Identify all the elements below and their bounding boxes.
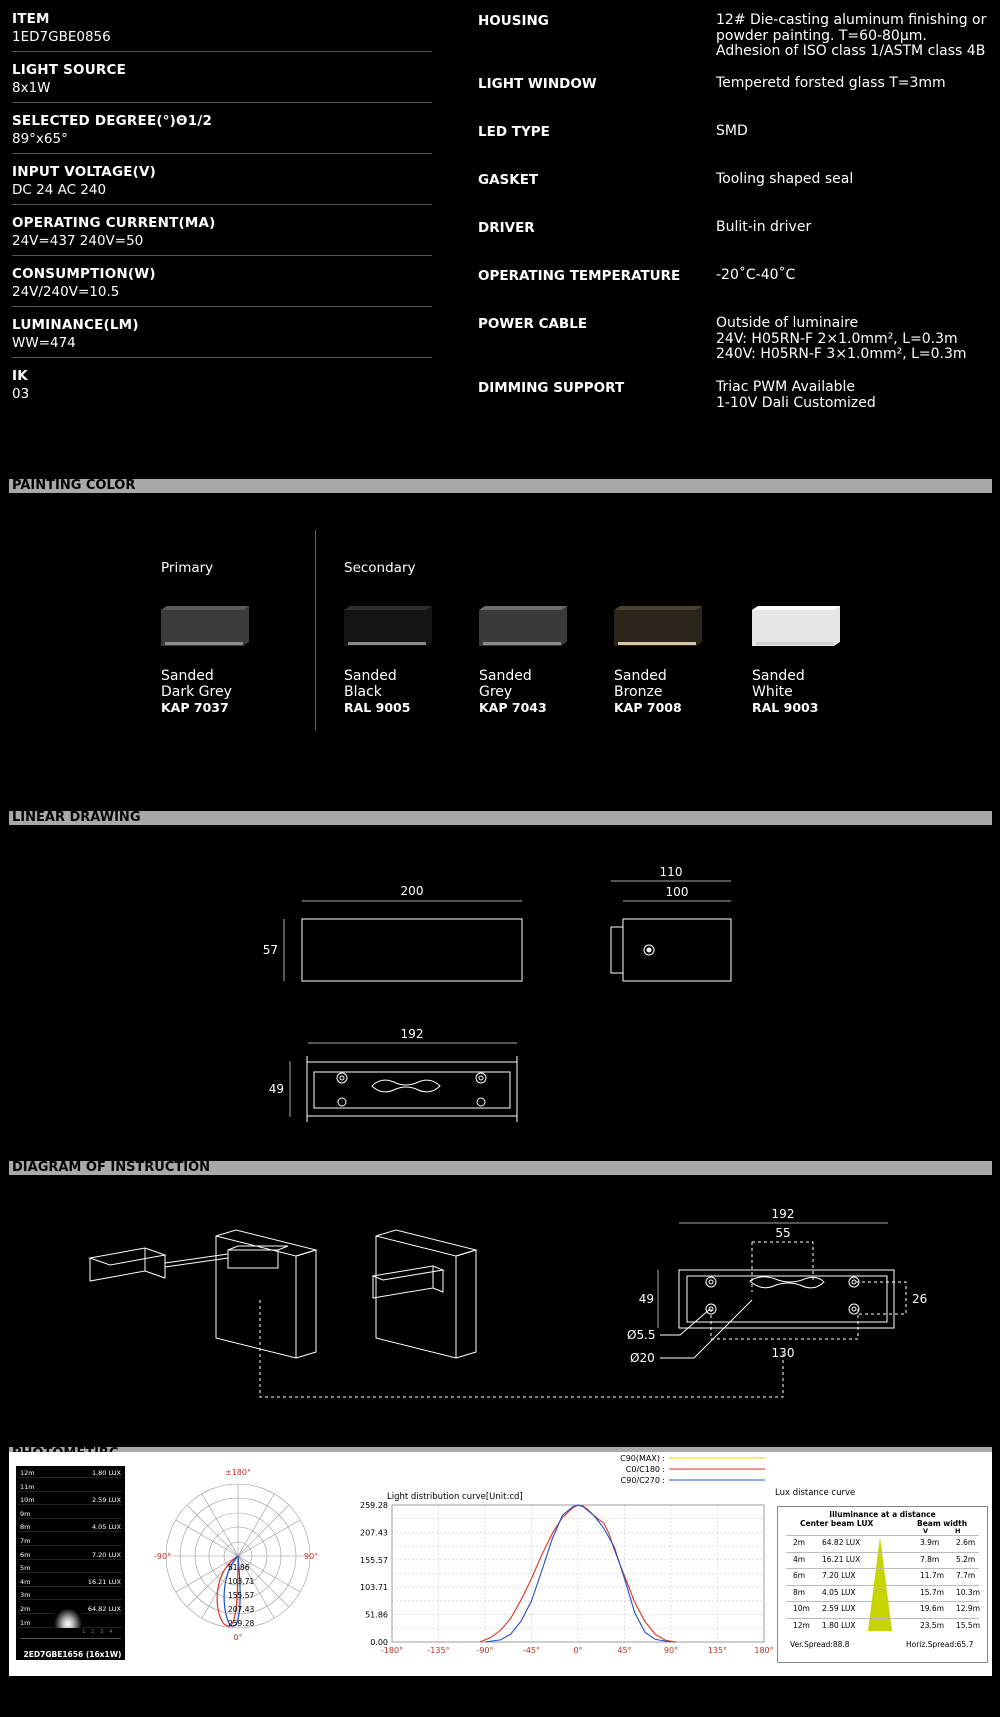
spec-row xyxy=(12,265,432,307)
dim-back-height: 49 xyxy=(268,1082,284,1096)
lux-distance-tick: 3m xyxy=(20,1591,31,1600)
swatch-code: KAP 7043 xyxy=(479,700,547,715)
spec-right-value xyxy=(716,76,991,92)
swatch-finish: Sanded xyxy=(752,668,805,684)
swatch-white[interactable] xyxy=(752,606,840,650)
lux-distance-tick: 6m xyxy=(20,1550,31,1559)
spec-right-line: Outside of luminaire xyxy=(716,315,859,331)
lux-distance-tick: 9m xyxy=(20,1509,31,1518)
lux-row-lux: 16.21 LUX xyxy=(822,1554,861,1564)
spec-right-value xyxy=(716,220,991,236)
instruction-diagram xyxy=(0,1200,1000,1410)
polar-bottom-label: 0° xyxy=(233,1633,243,1642)
spec-label: OPERATING CURRENT(MA) xyxy=(12,215,216,231)
swatch-dark-grey[interactable] xyxy=(161,606,249,650)
spec-row xyxy=(12,316,432,358)
y-tick-label: 207.43 xyxy=(360,1528,388,1538)
legend-label: C90/C270 xyxy=(620,1476,660,1485)
legend-label: C0/C180 xyxy=(625,1465,660,1474)
photometric-panel xyxy=(9,1452,992,1676)
swatch-text xyxy=(752,668,818,716)
lux-level-label: 16.21 LUX xyxy=(87,1577,121,1586)
spec-row xyxy=(12,367,432,408)
lux-row-v: 23.5m xyxy=(920,1620,945,1630)
spec-row xyxy=(12,112,432,154)
section-linear-drawing: LINEAR DRAWING xyxy=(9,811,992,825)
x-tick-label: 180° xyxy=(754,1646,774,1655)
secondary-label: Secondary xyxy=(344,560,416,576)
lux-table-col-v: V xyxy=(923,1527,929,1535)
dim-plate-width: 192 xyxy=(771,1207,795,1221)
legend-colon: : xyxy=(662,1465,665,1474)
spec-value: 8x1W xyxy=(12,80,51,96)
y-tick-label: 51.86 xyxy=(365,1610,388,1620)
dim-front-height: 57 xyxy=(262,943,278,957)
swatch-code: KAP 7037 xyxy=(161,700,229,715)
swatch-black[interactable] xyxy=(344,606,432,650)
lux-level-label: 1.80 LUX xyxy=(91,1469,121,1477)
swatch-finish: Sanded xyxy=(614,668,667,684)
spec-right-line: Tooling shaped seal xyxy=(716,171,854,187)
spec-right-line: 240V: H05RN-F 3×1.0mm², L=0.3m xyxy=(716,346,967,362)
lux-row-h: 2.6m xyxy=(956,1538,976,1547)
polar-ring-value: 51.86 xyxy=(228,1563,250,1572)
spec-right-label: OPERATING TEMPERATURE xyxy=(478,268,681,284)
spec-right-value xyxy=(716,316,991,363)
spec-value: 89°x65° xyxy=(12,131,68,147)
swatch-color-name: Dark Grey xyxy=(161,684,232,700)
spec-label: ITEM xyxy=(12,11,50,27)
spec-row xyxy=(12,163,432,205)
lux-table-col-beam: Beam width xyxy=(917,1519,968,1528)
spec-label: LIGHT SOURCE xyxy=(12,62,126,78)
lux-scale-tick: 3 xyxy=(100,1629,104,1635)
spec-right-value xyxy=(716,124,991,140)
lux-level-label: 2.59 LUX xyxy=(91,1496,121,1505)
x-tick-label: -180° xyxy=(380,1646,404,1655)
lux-row-d: 10m xyxy=(793,1604,810,1613)
lux-row-lux: 2.59 LUX xyxy=(822,1604,856,1613)
dim-side-total: 110 xyxy=(659,865,683,879)
color-divider xyxy=(315,530,316,730)
swatch-color-name: White xyxy=(752,684,793,700)
x-tick-label: -45° xyxy=(522,1646,541,1655)
x-tick-label: -90° xyxy=(476,1646,494,1655)
y-tick-label: 155.57 xyxy=(360,1555,388,1565)
chart-title: Light distribution curve[Unit:cd] xyxy=(387,1492,523,1502)
section-painting-color: PAINTING COLOR xyxy=(9,479,992,493)
lux-row-lux: 1.80 LUX xyxy=(822,1620,856,1630)
y-tick-label: 0.00 xyxy=(370,1638,388,1647)
lux-row-h: 5.2m xyxy=(956,1554,976,1564)
swatch-color-name: Grey xyxy=(479,684,513,700)
swatch-code: RAL 9005 xyxy=(344,700,411,715)
spec-right-line: Temperetd forsted glass T=3mm xyxy=(716,75,946,91)
lux-row-h: 12.9m xyxy=(956,1604,981,1613)
lux-table-col-h: H xyxy=(955,1527,961,1535)
swatch-finish: Sanded xyxy=(479,668,532,684)
lux-table-header: Illuminance at a distance xyxy=(829,1510,936,1519)
dim-hole-small: Ø5.5 xyxy=(627,1328,656,1342)
ver-spread: Ver.Spread:88.8 xyxy=(790,1640,850,1649)
polar-ring-value: 155.57 xyxy=(228,1591,255,1600)
legend-label: C90(MAX) xyxy=(620,1454,660,1463)
swatch-text xyxy=(344,668,410,716)
spec-value: 24V/240V=10.5 xyxy=(12,284,120,300)
spec-right-label: POWER CABLE xyxy=(478,316,588,332)
dim-mount-spacing: 130 xyxy=(771,1346,795,1360)
x-tick-label: 0° xyxy=(573,1646,583,1655)
linear-drawing xyxy=(0,850,1000,1140)
swatch-text xyxy=(479,668,547,716)
spec-right-value xyxy=(716,172,991,188)
hor-spread: Horiz.Spread:65.7 xyxy=(906,1640,974,1649)
lux-row-h: 7.7m xyxy=(956,1571,976,1580)
lux-row-lux: 4.05 LUX xyxy=(822,1587,856,1597)
lux-row-v: 3.9m xyxy=(920,1538,940,1547)
spec-value: 1ED7GBE0856 xyxy=(12,29,111,45)
lux-distance-tick: 8m xyxy=(20,1523,31,1532)
swatch-text xyxy=(161,668,232,716)
x-tick-label: 90° xyxy=(663,1646,679,1655)
swatch-finish: Sanded xyxy=(344,668,397,684)
spec-right-label: DIMMING SUPPORT xyxy=(478,380,625,396)
spec-label: LUMINANCE(LM) xyxy=(12,317,139,333)
lux-cone-chart xyxy=(16,1466,125,1660)
lux-row-h: 15.5m xyxy=(956,1620,981,1630)
polar-left-label: -90° xyxy=(154,1552,172,1561)
swatch-color-name: Black xyxy=(344,684,382,700)
section-diagram-of-instruction: DIAGRAM OF INSTRUCTION xyxy=(9,1161,992,1175)
spec-label: SELECTED DEGREE(°)Θ1/2 xyxy=(12,113,213,129)
spec-value: 03 xyxy=(12,386,30,402)
lux-row-d: 4m xyxy=(793,1554,806,1564)
dim-front-width: 200 xyxy=(400,884,424,898)
spec-right-value xyxy=(716,380,991,411)
lux-row-v: 15.7m xyxy=(920,1587,945,1597)
lux-distance-tick: 11m xyxy=(20,1482,35,1491)
lux-scale-tick: 1 xyxy=(82,1629,86,1635)
spec-right-line: powder painting. T=60-80μm. xyxy=(716,27,927,44)
light-distribution-chart xyxy=(329,1452,774,1676)
lux-table-col-center: Center beam LUX xyxy=(800,1519,874,1528)
spec-right-label: LED TYPE xyxy=(478,124,550,140)
lux-row-d: 2m xyxy=(793,1538,806,1547)
dim-plate-height: 49 xyxy=(638,1292,654,1306)
primary-label: Primary xyxy=(161,560,214,576)
spec-right-line: SMD xyxy=(716,123,748,139)
spec-label: INPUT VOLTAGE(V) xyxy=(12,164,157,180)
spec-list-left xyxy=(12,10,432,417)
lux-distance-tick: 10m xyxy=(20,1496,35,1505)
spec-label: CONSUMPTION(W) xyxy=(12,266,156,282)
spec-right-label: GASKET xyxy=(478,172,539,188)
spec-right-label: LIGHT WINDOW xyxy=(478,76,597,92)
swatch-code: KAP 7008 xyxy=(614,700,682,715)
lux-distance-tick: 2m xyxy=(20,1605,31,1613)
polar-ring-value: 103.71 xyxy=(228,1577,255,1586)
polar-ring-value: 207.43 xyxy=(228,1605,255,1614)
lux-distance-tick: 4m xyxy=(20,1577,31,1586)
spec-right-label: DRIVER xyxy=(478,220,535,236)
polar-right-label: 90° xyxy=(304,1552,319,1561)
lux-row-v: 19.6m xyxy=(920,1604,945,1613)
spec-right-line: Adhesion of ISO class 1/ASTM class 4B xyxy=(716,43,986,59)
side-view-outline xyxy=(623,919,731,981)
lux-level-label: 7.20 LUX xyxy=(91,1550,121,1559)
spec-value: DC 24 AC 240 xyxy=(12,182,107,198)
front-view-outline xyxy=(302,919,522,981)
swatch-bronze[interactable] xyxy=(614,606,702,650)
x-tick-label: 45° xyxy=(617,1646,632,1655)
x-tick-label: 135° xyxy=(707,1646,728,1655)
lux-row-v: 11.7m xyxy=(920,1571,945,1580)
lux-distance-tick: 1m xyxy=(20,1618,31,1627)
spec-right-label: HOUSING xyxy=(478,13,549,29)
lux-chart-caption: 2ED7GBE1656 (16x1W) xyxy=(23,1650,122,1659)
lux-row-lux: 7.20 LUX xyxy=(822,1571,856,1580)
y-tick-label: 103.71 xyxy=(360,1583,388,1593)
lux-distance-title: Lux distance curve xyxy=(775,1488,856,1498)
spec-row xyxy=(12,214,432,256)
spec-row xyxy=(12,10,432,52)
lux-distance-tick: 5m xyxy=(20,1564,31,1573)
polar-diagram xyxy=(154,1462,324,1672)
dim-back-width: 192 xyxy=(400,1027,424,1041)
x-tick-label: -135° xyxy=(427,1646,450,1655)
spec-right-line: -20˚C-40˚C xyxy=(716,267,796,283)
lux-scale-tick: 2 xyxy=(91,1629,95,1635)
lux-distance-tick: 12m xyxy=(20,1469,35,1477)
spec-label: IK xyxy=(12,368,28,384)
swatch-color-name: Bronze xyxy=(614,684,663,700)
legend-colon: : xyxy=(662,1476,665,1485)
lux-row-d: 12m xyxy=(793,1620,810,1630)
lux-row-h: 10.3m xyxy=(956,1587,981,1597)
swatch-finish: Sanded xyxy=(161,668,214,684)
spec-value: 24V=437 240V=50 xyxy=(12,233,144,249)
spec-right-line: 24V: H05RN-F 2×1.0mm², L=0.3m xyxy=(716,330,958,347)
lux-scale-tick: 4 xyxy=(109,1629,113,1635)
polar-top-label: ±180° xyxy=(225,1468,251,1477)
spec-value: WW=474 xyxy=(12,335,76,351)
dim-hole-spacing: 55 xyxy=(775,1226,791,1240)
swatch-text xyxy=(614,668,682,716)
spec-right-value xyxy=(716,268,991,284)
polar-ring-value: 259.28 xyxy=(228,1619,255,1628)
spec-right-line: 12# Die-casting aluminum finishing or xyxy=(716,12,987,28)
lux-distance-table xyxy=(777,1506,988,1663)
lux-row-v: 7.8m xyxy=(920,1554,940,1564)
swatch-grey[interactable] xyxy=(479,606,567,650)
lux-glow xyxy=(54,1608,82,1628)
lux-level-label: 64.82 LUX xyxy=(87,1605,121,1613)
dim-hole-large: Ø20 xyxy=(630,1351,655,1365)
lux-row-d: 6m xyxy=(793,1571,806,1580)
lux-row-d: 8m xyxy=(793,1587,806,1597)
spec-right-value xyxy=(716,13,991,60)
lux-level-label: 4.05 LUX xyxy=(91,1523,121,1532)
lux-distance-tick: 7m xyxy=(20,1537,31,1545)
spec-right-line: Triac PWM Available xyxy=(716,379,856,395)
y-tick-label: 259.28 xyxy=(360,1501,388,1510)
lux-row-lux: 64.82 LUX xyxy=(822,1538,861,1547)
swatch-code: RAL 9003 xyxy=(752,700,819,715)
dim-side-body: 100 xyxy=(665,885,689,899)
spec-right-line: 1-10V Dali Customized xyxy=(716,394,876,411)
legend-colon: : xyxy=(662,1454,665,1463)
spec-row xyxy=(12,61,432,103)
dim-slot: 26 xyxy=(912,1292,928,1306)
spec-right-line: Bulit-in driver xyxy=(716,219,812,235)
